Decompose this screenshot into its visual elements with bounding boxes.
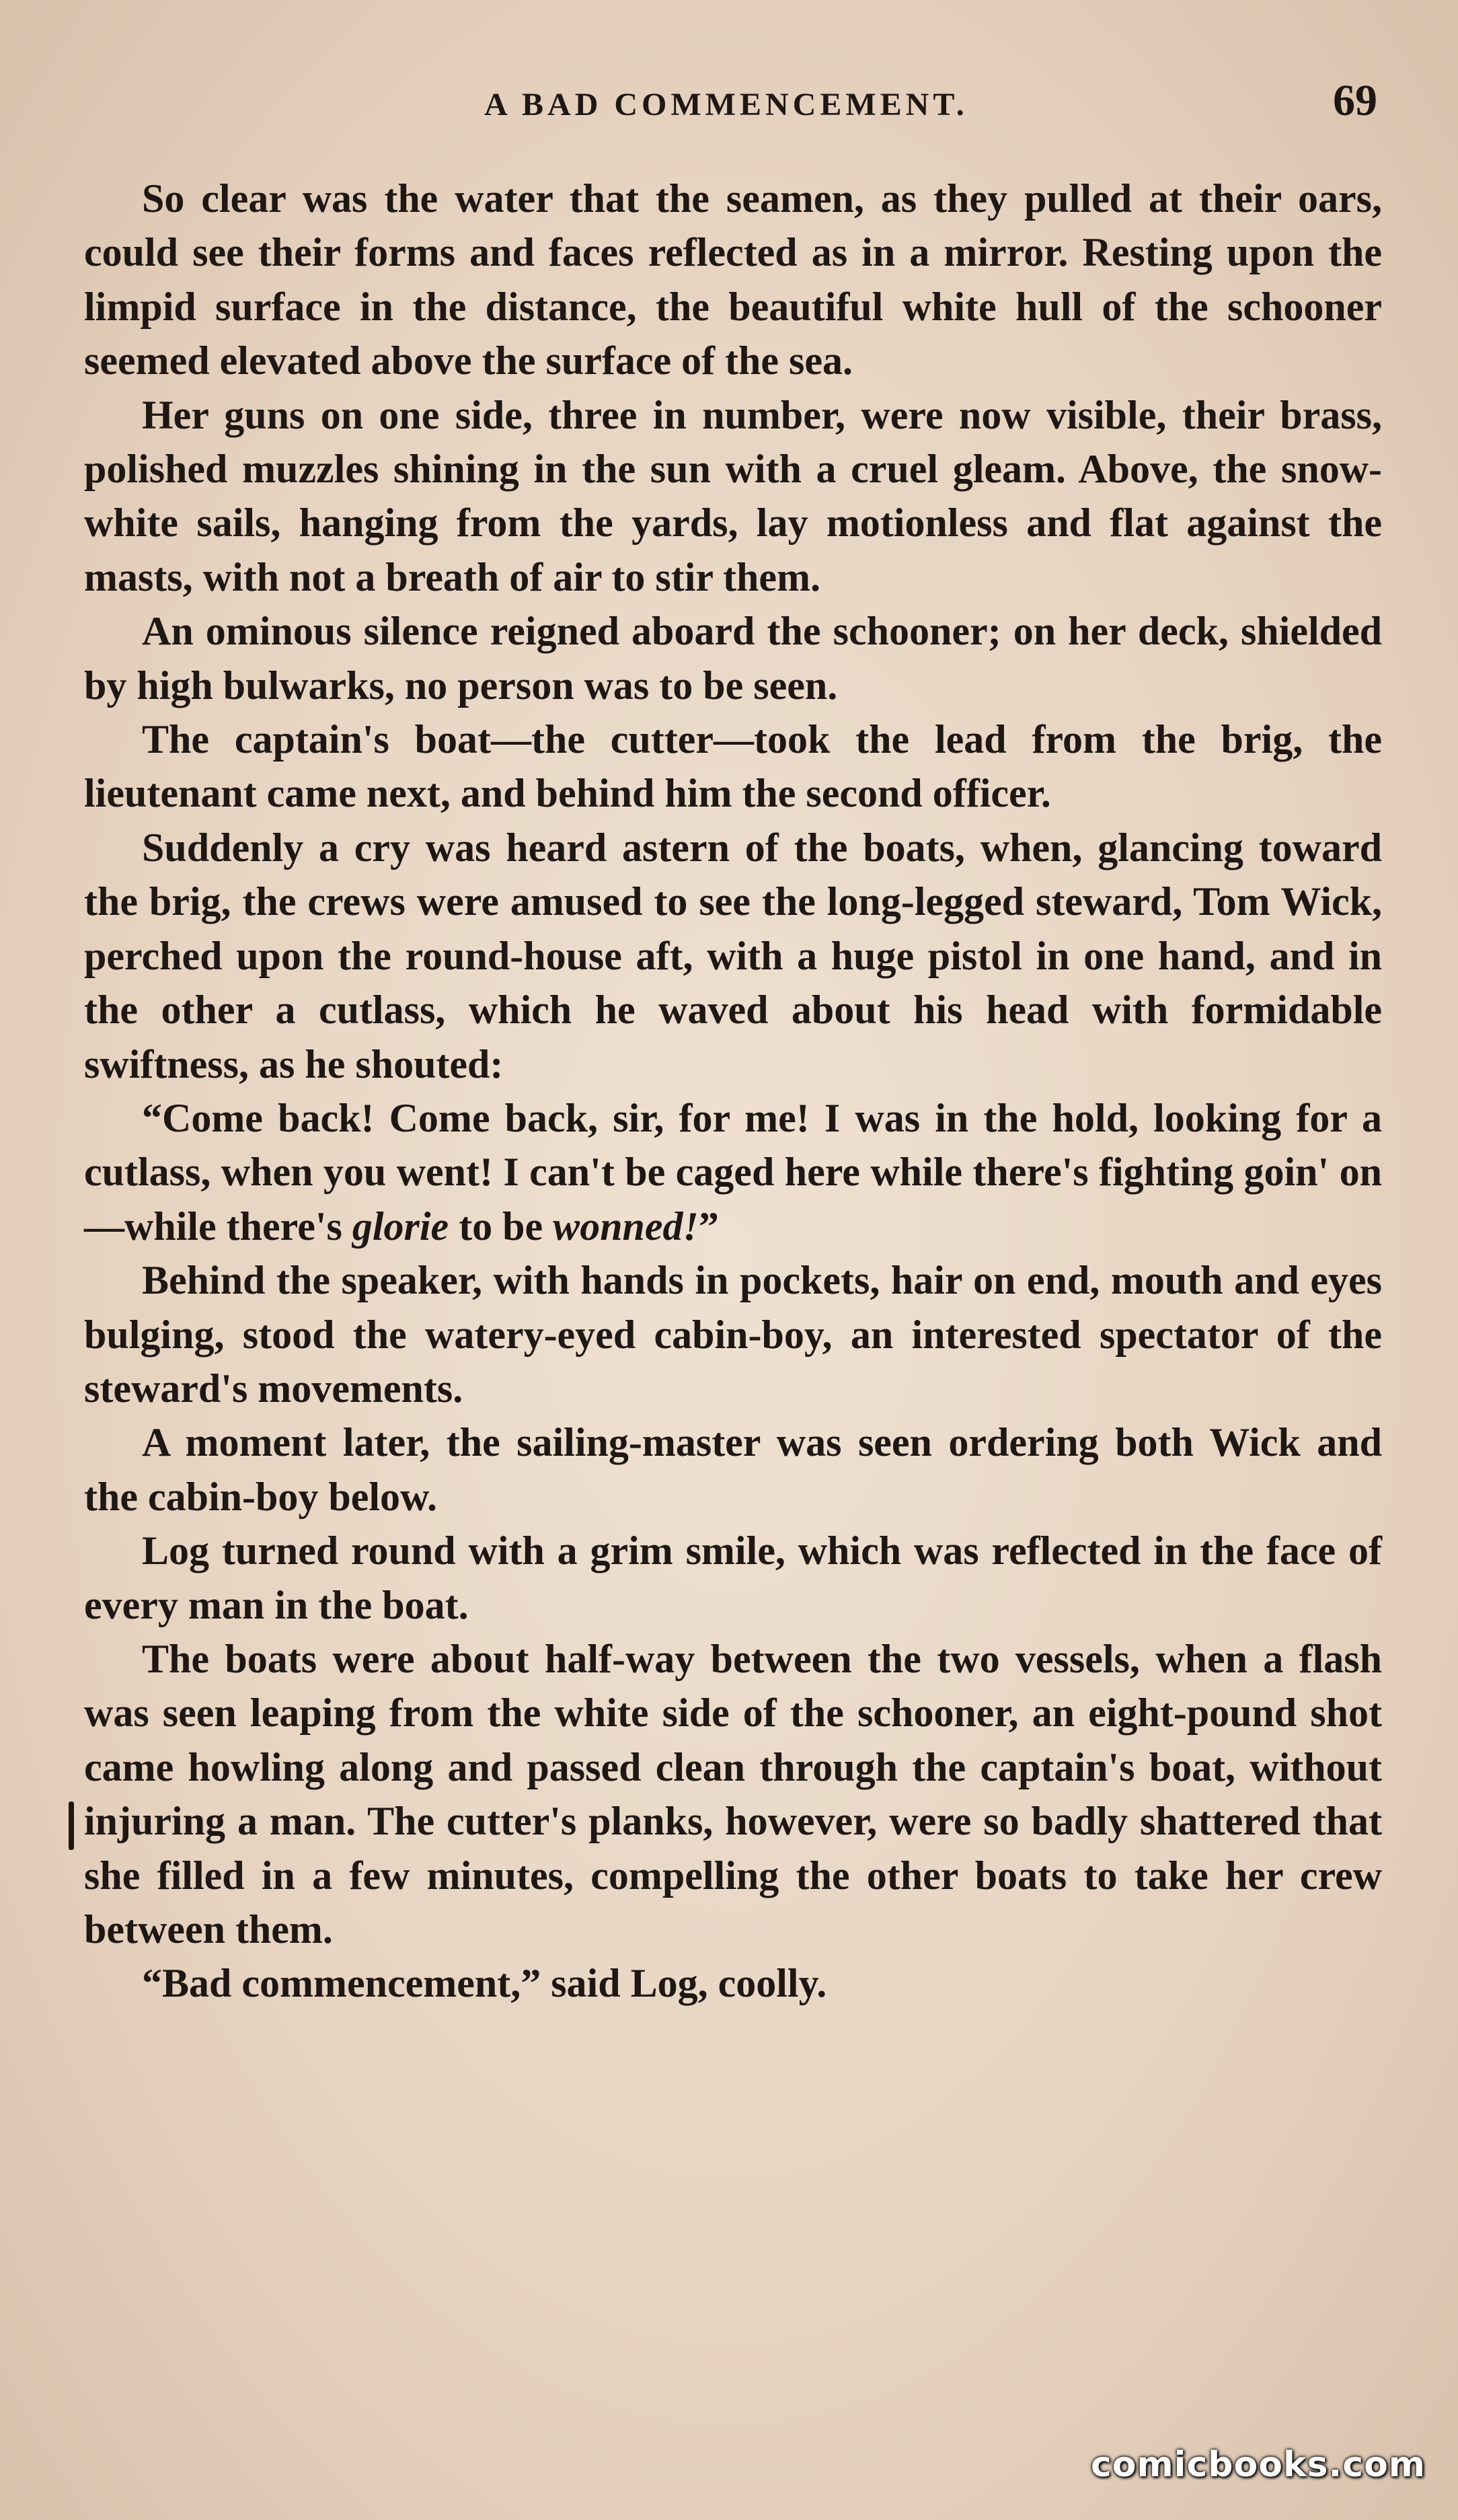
italic-word: glorie <box>352 1203 449 1249</box>
watermark: comicbooks.com <box>1090 2445 1426 2485</box>
italic-word: wonned! <box>553 1203 699 1249</box>
paragraph: The captain's boat—the cutter—took the lead from the brig, the lieutenant came next, and behind him the second officer. <box>84 717 1382 816</box>
quote-text: to be <box>449 1203 553 1249</box>
paragraph: Her guns on one side, three in number, were now visible, their brass, polished muzzles shining in the sun with a cruel gleam. Above, the snow-white sails, hanging from the yards, lay motionless and flat against the masts, with not a breath of air to stir them. <box>84 392 1382 599</box>
quote-text: ” <box>698 1203 719 1249</box>
paragraph: So clear was the water that the seamen, as they pulled at their oars, could see their forms and faces reflected as in a mirror. Resting upon the limpid surface in the distance, the beautiful white hull of the schooner seemed elevated above the surface of the sea. <box>84 176 1382 383</box>
margin-mark <box>69 1802 74 1850</box>
paragraph: Log turned round with a grim smile, which was reflected in the face of every man in the boat. <box>84 1528 1382 1627</box>
page-header <box>0 76 1458 133</box>
paragraph: Behind the speaker, with hands in pockets, hair on end, mouth and eyes bulging, stood the watery-eyed cabin-boy, an interested spectator of the steward's movements. <box>84 1258 1382 1411</box>
paragraph: Suddenly a cry was heard astern of the boats, when, glancing toward the brig, the crews were amused to see the long-legged steward, Tom Wick, perched upon the round-house aft, with a huge pistol in one hand, and in the other a cutlass, which he waved about his head with formidable swiftness, as he shouted: <box>84 825 1382 1086</box>
body-text <box>84 172 1382 2011</box>
dialogue-paragraph <box>84 1091 1382 1253</box>
paragraph: The boats were about half-way between the two vessels, when a flash was seen leaping from the white side of the schooner, an eight-pound shot came howling along and passed clean through the captain's boat, without injuring a man. The cutter's planks, however, were so badly shattered that she filled in a few minutes, compelling the other boats to take her crew between them. <box>84 1636 1382 1952</box>
page-number: 69 <box>1333 76 1377 125</box>
paragraph: A moment later, the sailing-master was seen ordering both Wick and the cabin-boy below. <box>84 1420 1382 1519</box>
paragraph: “Bad commencement,” said Log, coolly. <box>142 1961 827 2006</box>
quote-text: “Come back! Come back, sir, for me! I was in the hold, looking for a cutlass, when you went! I can't be caged here while there's fighting goin' on—while there's <box>84 1095 1382 1249</box>
running-title: A BAD COMMENCEMENT. <box>484 87 968 122</box>
paragraph: An ominous silence reigned aboard the schooner; on her deck, shielded by high bulwarks, no person was to be seen. <box>84 609 1382 708</box>
